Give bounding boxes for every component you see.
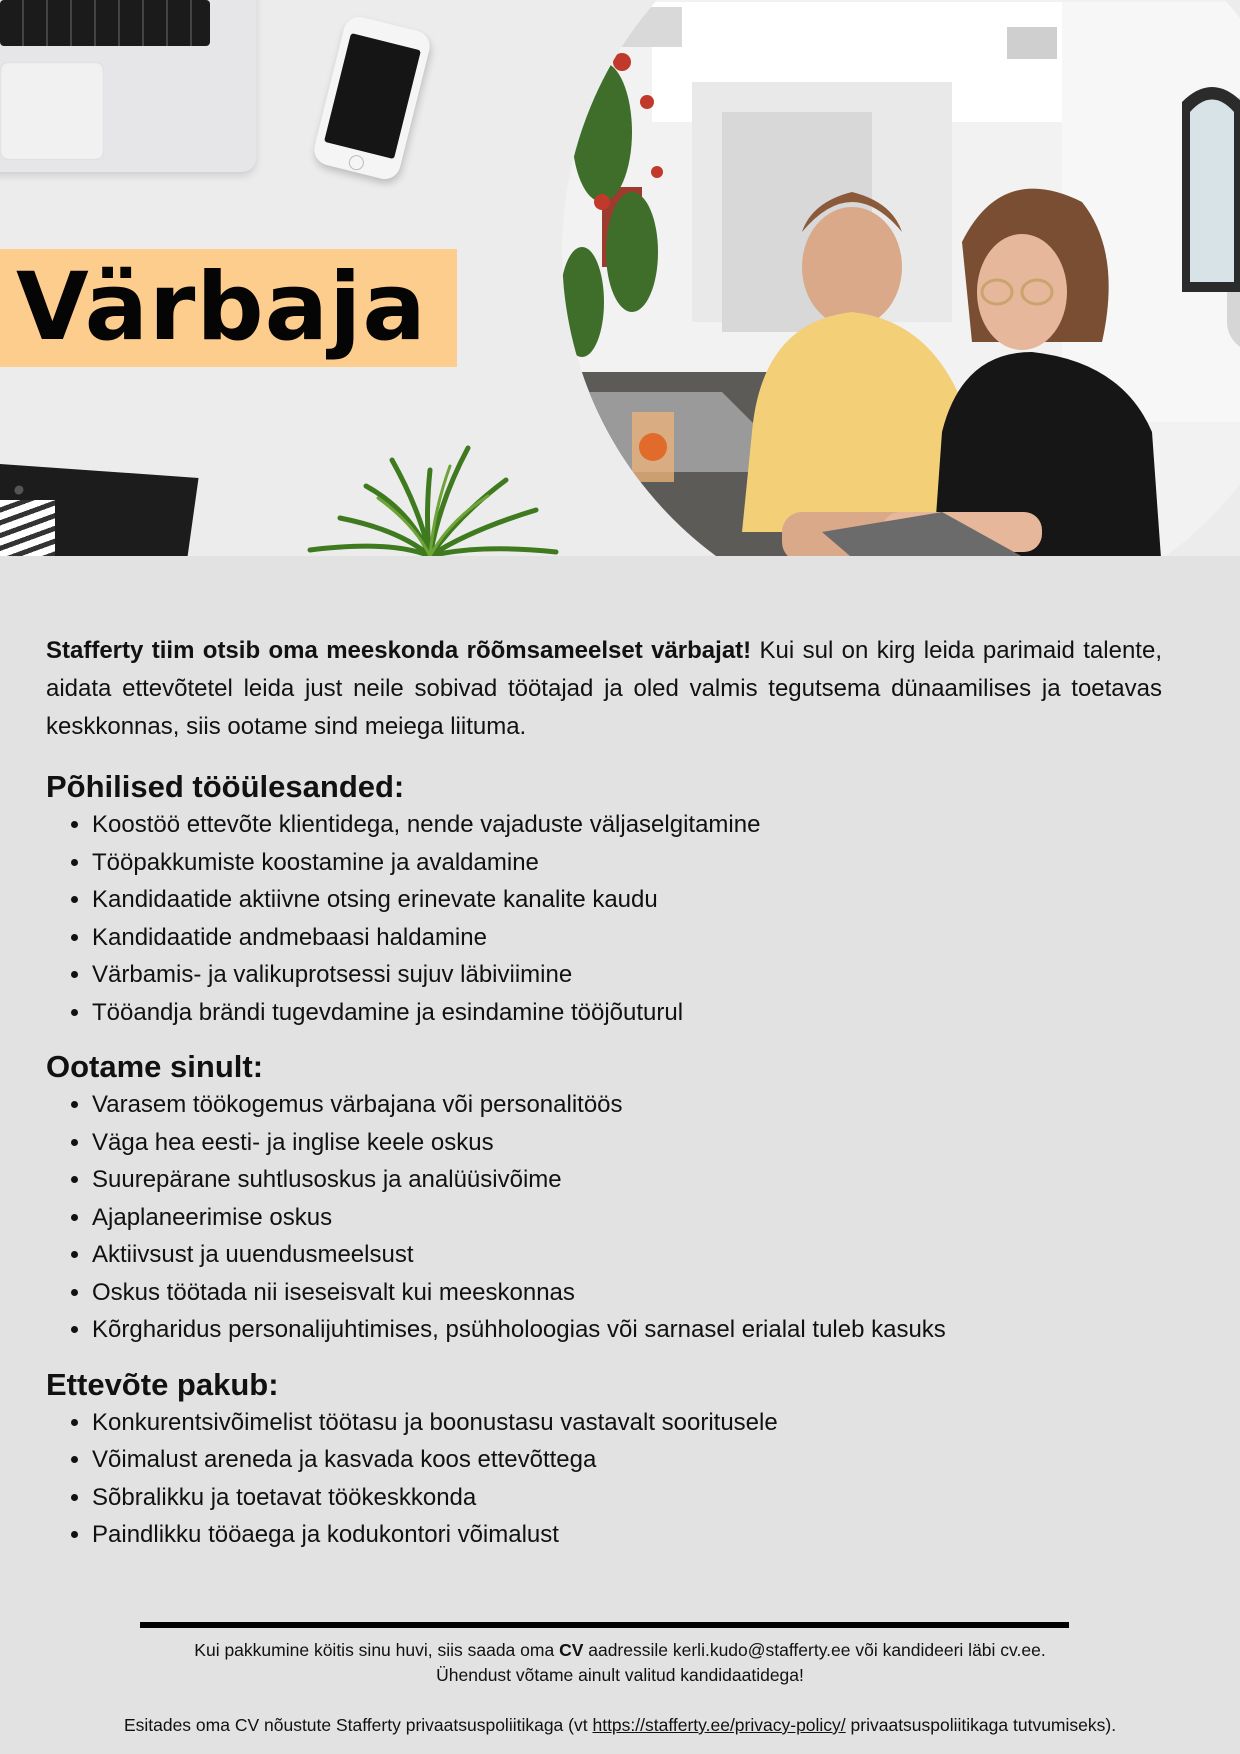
list-item: • Ajaplaneerimise oskus: [92, 1199, 1162, 1237]
list-item: • Suurepärane suhtlusoskus ja analüüsivõime: [92, 1161, 1162, 1199]
offer-list: [46, 1404, 1162, 1554]
hero-banner: [0, 0, 1240, 556]
footer-cv-label: CV: [559, 1640, 584, 1660]
list-item: • Sõbralikku ja toetavat töökeskkonda: [92, 1479, 1162, 1517]
list-item: • Aktiivsust ja uuendusmeelsust: [92, 1236, 1162, 1274]
section-heading-requirements: Ootame sinult:: [46, 1049, 264, 1084]
section-heading-offer: Ettevõte pakub:: [46, 1366, 279, 1402]
list-item: • Tööandja brändi tugevdamine ja esindamine tööjõuturul: [92, 994, 1162, 1032]
list-item: • Varasem töökogemus värbajana või personalitöös: [92, 1086, 1162, 1124]
requirements-list: [46, 1086, 1162, 1349]
list-item: • Konkurentsivõimelist töötasu ja boonustasu vastavalt sooritusele: [92, 1404, 1162, 1442]
list-item: • Kandidaatide aktiivne otsing erinevate kanalite kaudu: [92, 881, 1162, 919]
intro-text: Kui sul on kirg leida parimaid talente, aidata ettevõtetel leida just neile sobivad töötajad ja oled valmis tegutsema dünaamilises ja toetavas keskkonnas, siis ootame sind meiega liituma.: [46, 637, 1162, 740]
section-heading-tasks: Põhilised tööülesanded:: [46, 769, 405, 804]
privacy-policy-link[interactable]: https://stafferty.ee/privacy-policy/: [592, 1715, 846, 1735]
striped-paper-image: [0, 500, 55, 556]
footer-divider: [140, 1622, 1069, 1628]
footer-contact-text: aadressile kerli.kudo@stafferty.ee või kandideeri läbi cv.ee.: [583, 1640, 1046, 1660]
intro-lead: Stafferty tiim otsib oma meeskonda rõõmsameelset värbajat!: [46, 637, 752, 664]
footer-privacy-tail: privaatsuspoliitikaga tutvumiseks).: [845, 1715, 1117, 1735]
footer-apply-line: [0, 1638, 1240, 1663]
footer-apply-text: Kui pakkumine köitis sinu huvi, siis saada oma: [194, 1640, 560, 1660]
list-item: • Paindlikku tööaega ja kodukontori võimalust: [92, 1516, 1162, 1554]
tasks-list: [46, 806, 1162, 1031]
keyboard-icon: [0, 0, 210, 46]
list-item: • Oskus töötada nii iseseisvalt kui meeskonnas: [92, 1274, 1162, 1312]
list-item: • Kandidaatide andmebaasi haldamine: [92, 919, 1162, 957]
footer-privacy-text: Esitades oma CV nõustute Stafferty privaatsuspoliitikaga (vt: [123, 1715, 593, 1735]
list-item: • Väga hea eesti- ja inglise keele oskus: [92, 1124, 1162, 1162]
page-title: Värbaja: [16, 253, 427, 362]
list-item: • Kõrgharidus personalijuhtimises, psühholoogias või sarnasel erialal tuleb kasuks: [92, 1311, 1162, 1349]
intro-paragraph: [46, 632, 1162, 746]
list-item: • Tööpakkumiste koostamine ja avaldamine: [92, 844, 1162, 882]
footer-privacy-line: [0, 1713, 1240, 1738]
team-photo: [562, 0, 1240, 556]
job-description: [46, 632, 1162, 1554]
plant-icon: [300, 440, 560, 556]
list-item: • Värbamis- ja valikuprotsessi sujuv läbiviimine: [92, 956, 1162, 994]
list-item: • Koostöö ettevõte klientidega, nende vajaduste väljaselgitamine: [92, 806, 1162, 844]
laptop-image: [0, 0, 256, 172]
footer-note: Ühendust võtame ainult valitud kandidaatidega!: [436, 1665, 804, 1685]
smartphone-image: [311, 14, 433, 183]
list-item: • Võimalust areneda ja kasvada koos ettevõttega: [92, 1441, 1162, 1479]
trackpad-icon: [0, 62, 104, 160]
